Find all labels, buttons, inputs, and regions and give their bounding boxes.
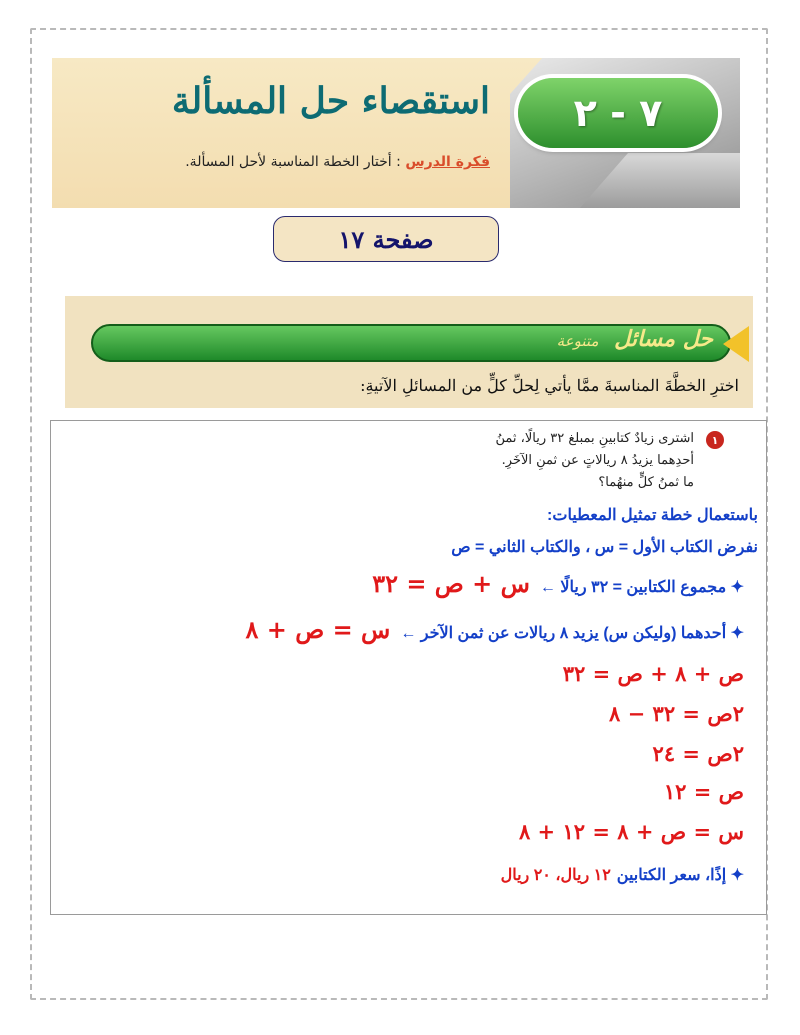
problem-number-badge: ١	[706, 431, 724, 449]
step-4: ص = ١٢	[663, 779, 744, 804]
bullet-diff-text: ✦ أحدهما (وليكن س) يزيد ٨ ريالات عن ثمن الآخر ←	[400, 625, 744, 642]
final-answer-prefix: ✦ إذًا، سعر الكتابين	[616, 867, 744, 884]
mixed-problems-band	[65, 296, 753, 408]
arrow-icon	[723, 326, 749, 362]
assumption-line: نفرض الكتاب الأول = س ، والكتاب الثاني = ص	[451, 539, 758, 556]
bullet-sum-text: ✦ مجموع الكتابين = ٣٢ ريالًا ←	[539, 579, 744, 596]
final-answer-values: ١٢ ريال، ٢٠ ريال	[500, 867, 611, 884]
problem-line-1: اشترى زيادٌ كتابينِ بمبلغ ٣٢ ريالًا، ثمنُ	[495, 431, 694, 446]
page-number-badge: صفحة ١٧	[273, 216, 499, 262]
bullet-diff-equation: س = ص + ٨	[245, 615, 391, 644]
step-2: ٢ص = ٣٢ − ٨	[609, 701, 744, 726]
mixed-problems-subheading: متنوعة	[556, 332, 599, 350]
lesson-idea	[70, 154, 490, 170]
bullet-sum	[372, 569, 744, 598]
instruction-text: اخترِ الخطَّةَ المناسبةَ ممَّا يأتي لِحلِّ كلٍّ من المسائلِ الآتيةِ:	[360, 376, 739, 395]
step-5: س = ص + ٨ = ١٢ + ٨	[518, 819, 744, 844]
lesson-title: استقصاء حل المسألة	[171, 80, 490, 122]
step-3: ٢ص = ٢٤	[652, 741, 744, 766]
bullet-diff	[245, 615, 744, 644]
lesson-idea-label: فكرة الدرس	[405, 154, 490, 170]
mixed-problems-title	[557, 326, 713, 352]
final-answer	[501, 865, 744, 885]
problem-line-3: ما ثمنُ كلٍّ منهُما؟	[598, 475, 694, 490]
lesson-idea-text: : أختار الخطة المناسبة لأحل المسألة.	[185, 154, 401, 170]
lesson-header	[52, 58, 740, 208]
problem-line-2: أحدِهما يزيدُ ٨ ريالاتٍ عن ثمنِ الآخَرِ.	[501, 453, 694, 468]
strategy-line: باستعمال خطة تمثيل المعطيات:	[547, 507, 758, 524]
step-1: ص + ٨ + ص = ٣٢	[562, 661, 744, 686]
bullet-sum-equation: س + ص = ٣٢	[372, 569, 530, 598]
solution-box	[50, 420, 767, 915]
lesson-number: ٧ - ٢	[573, 91, 663, 135]
lesson-number-badge	[518, 78, 718, 148]
mixed-problems-heading: حل مسائل	[614, 326, 713, 352]
